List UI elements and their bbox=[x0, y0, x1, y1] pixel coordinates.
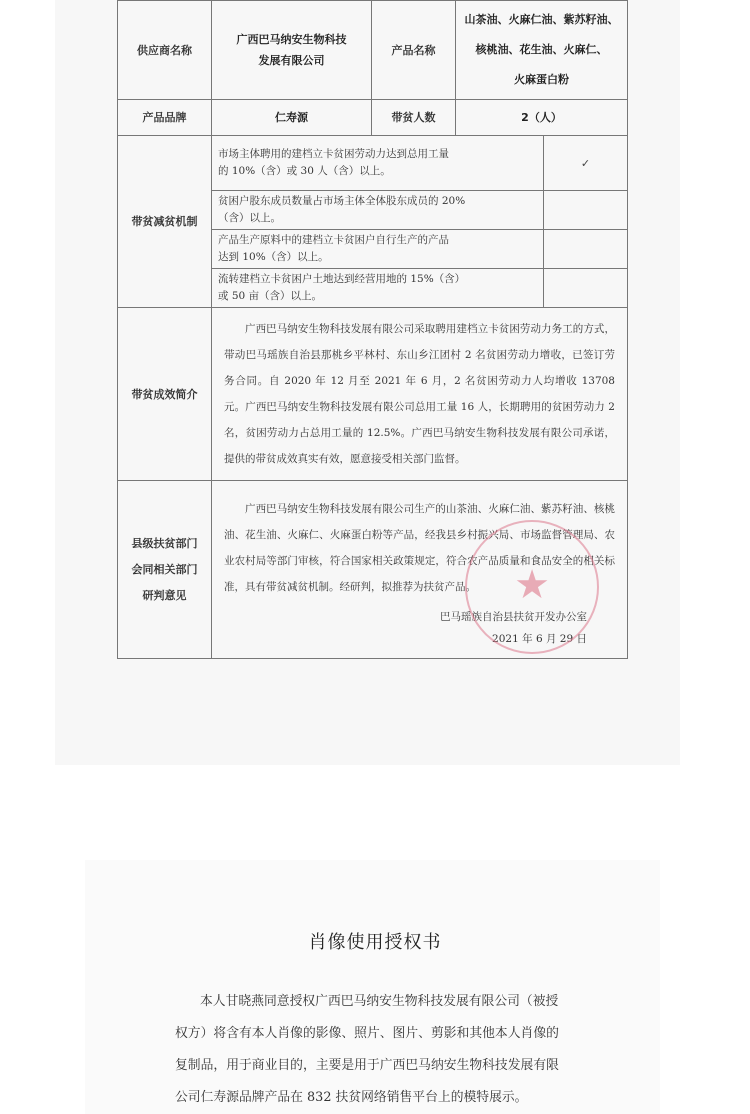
criterion-line: 或 50 亩（含）以上。 bbox=[218, 290, 323, 302]
supplier-value bbox=[212, 1, 372, 100]
criterion-text bbox=[212, 136, 544, 191]
authorization-body bbox=[175, 986, 605, 1114]
authorization-line: 权方）将含有本人肖像的影像、照片、图片、剪影和其他本人肖像的 bbox=[175, 1026, 559, 1041]
supplier-value-line: 广西巴马纳安生物科技 bbox=[236, 33, 347, 46]
results-text: 广西巴马纳安生物科技发展有限公司采取聘用建档立卡贫困劳动力务工的方式，带动巴马瑶族自治县那桃乡平林村、东山乡江团村 2 名贫困劳动力增收，已签订劳务合同。自 2020 年 12 月至 2021 年 6 月，2 名贫困劳动力人均增收 13708 元。广西巴马纳安生物科技发展有限公司总用工量 16 人，长期聘用的贫困劳动力 2 名，贫困劳动力占总用工量的 12.5%。广西巴马纳安生物科技发展有限公司承诺，提供的带贫成效真实有效，愿意接受相关部门监督。 bbox=[212, 308, 628, 481]
opinion-label bbox=[118, 481, 212, 659]
criteria-row bbox=[118, 136, 628, 191]
mechanism-label: 带贫减贫机制 bbox=[118, 136, 212, 308]
brand-row bbox=[118, 100, 628, 136]
criterion-line: （含）以上。 bbox=[218, 212, 281, 224]
criterion-check-mark bbox=[544, 191, 628, 230]
opinion-label-line: 会同相关部门 bbox=[131, 562, 198, 576]
product-name-value bbox=[456, 1, 628, 100]
brand-label: 产品品牌 bbox=[118, 100, 212, 136]
supplier-row bbox=[118, 1, 628, 100]
opinion-label-line: 县级扶贫部门 bbox=[131, 536, 198, 550]
criterion-line: 贫困户股东成员数量占市场主体全体股东成员的 20% bbox=[218, 195, 466, 207]
criterion-text bbox=[212, 269, 544, 308]
opinion-date: 2021 年 6 月 29 日 bbox=[492, 632, 587, 645]
opinion-text: 广西巴马纳安生物科技发展有限公司生产的山茶油、火麻仁油、紫苏籽油、核桃油、花生油、火麻仁、火麻蛋白粉等产品，经我县乡村振兴局、市场监督管理局、农业农村局等部门审核，符合国家相关政策规定，符合农产品质量和食品安全的相关标准，具有带贫减贫机制。经研判，拟推荐为扶贫产品。 bbox=[224, 502, 615, 593]
product-name-label: 产品名称 bbox=[372, 1, 456, 100]
criterion-line: 产品生产原料中的建档立卡贫困户自行生产的产品 bbox=[218, 234, 449, 246]
people-value: 2（人） bbox=[456, 100, 628, 136]
opinion-org: 巴马瑶族自治县扶贫开发办公室 bbox=[440, 610, 587, 623]
people-label: 带贫人数 bbox=[372, 100, 456, 136]
criterion-check-mark bbox=[544, 269, 628, 308]
authorization-line: 复制品，用于商业目的，主要是用于广西巴马纳安生物科技发展有限 bbox=[175, 1058, 559, 1073]
authorization-title: 肖像使用授权书 bbox=[308, 932, 442, 953]
brand-value: 仁寿源 bbox=[212, 100, 372, 136]
product-name-line: 山茶油、火麻仁油、紫苏籽油、 bbox=[464, 13, 619, 26]
supplier-value-line: 发展有限公司 bbox=[258, 54, 325, 67]
results-label: 带贫成效简介 bbox=[118, 308, 212, 481]
authorization-line: 公司仁寿源品牌产品在 832 扶贫网络销售平台上的模特展示。 bbox=[175, 1090, 528, 1105]
criterion-check-mark bbox=[544, 230, 628, 269]
product-name-line: 核桃油、花生油、火麻仁、 bbox=[475, 43, 608, 56]
product-name-line: 火麻蛋白粉 bbox=[514, 73, 569, 86]
criterion-line: 的 10%（含）或 30 人（含）以上。 bbox=[218, 165, 391, 177]
criterion-text bbox=[212, 230, 544, 269]
opinion-label-line: 研判意见 bbox=[142, 588, 187, 602]
criterion-check-mark: ✓ bbox=[544, 136, 628, 191]
criterion-text bbox=[212, 191, 544, 230]
official-seal-stamp: ★ bbox=[465, 520, 599, 654]
authorization-line: 本人甘晓燕同意授权广西巴马纳安生物科技发展有限公司（被授 bbox=[200, 994, 559, 1009]
supplier-label: 供应商名称 bbox=[118, 1, 212, 100]
criterion-line: 流转建档立卡贫困户土地达到经营用地的 15%（含） bbox=[218, 273, 466, 285]
criterion-line: 达到 10%（含）以上。 bbox=[218, 251, 329, 263]
criterion-line: 市场主体聘用的建档立卡贫困劳动力达到总用工量 bbox=[218, 148, 449, 160]
results-row bbox=[118, 308, 628, 481]
